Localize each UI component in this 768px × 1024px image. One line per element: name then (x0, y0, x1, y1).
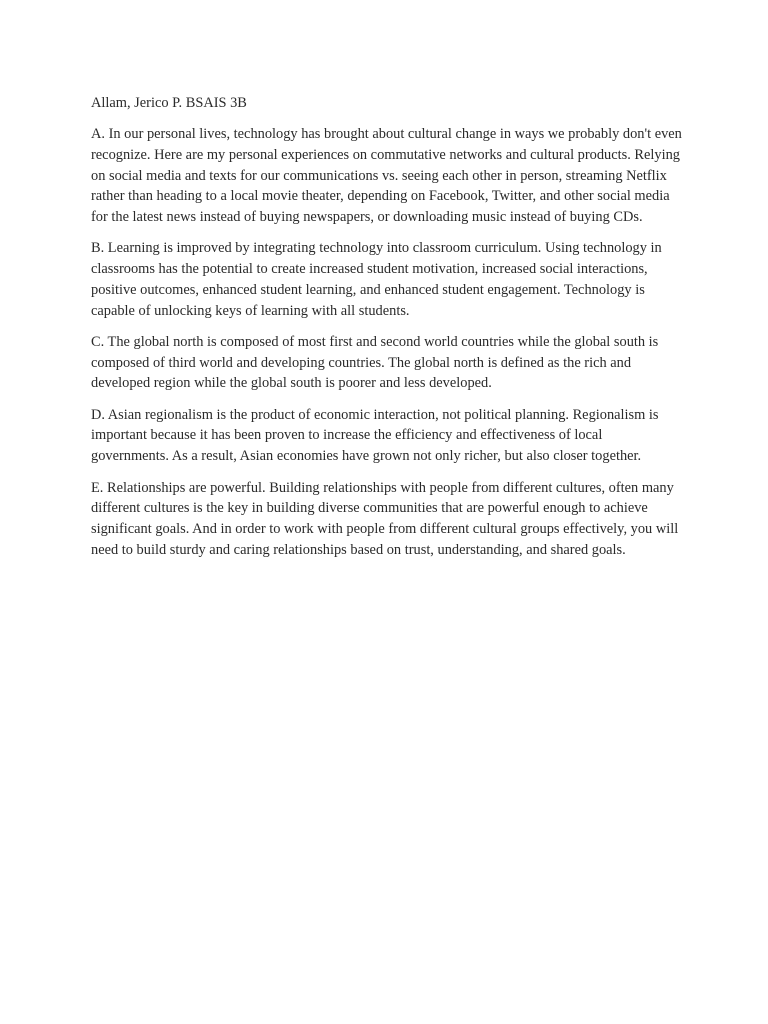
paragraph-c: C. The global north is composed of most first and second world countries while the global south is composed of third world and developing countries. The global north is defined as the rich and developed region while the global south is poorer and less developed. (91, 333, 659, 392)
author-line: Allam, Jerico P. BSAIS 3B (91, 95, 247, 111)
paragraph-d: D. Asian regionalism is the product of economic interaction, not political planning. Regionalism is important because it has been proven to increase the efficiency and effectiveness of local governments. As a result, Asian economies have grown not only richer, but also closer together. (91, 406, 659, 465)
paragraph-a: A. In our personal lives, technology has brought about cultural change in ways we probably don't even recognize. Here are my personal experiences on commutative networks and cultural products. Relying on social media and texts for our communications vs. seeing each other in person, streaming Netflix rather than heading to a local movie theater, depending on Facebook, Twitter, and other social media for the latest news instead of buying newspapers, or downloading music instead of buying CDs. (91, 126, 682, 226)
document-body (91, 93, 683, 571)
paragraph-e: E. Relationships are powerful. Building relationships with people from different cultures, often many different cultures is the key in building diverse communities that are powerful enough to achieve significant goals. And in order to work with people from different cultural groups effectively, you will need to build sturdy and caring relationships based on trust, understanding, and shared goals. (91, 479, 679, 558)
paragraph-b: B. Learning is improved by integrating technology into classroom curriculum. Using technology in classrooms has the potential to create increased student motivation, increased social interactions, positive outcomes, enhanced student learning, and enhanced student engagement. Technology is capable of unlocking keys of learning with all students. (91, 240, 662, 319)
